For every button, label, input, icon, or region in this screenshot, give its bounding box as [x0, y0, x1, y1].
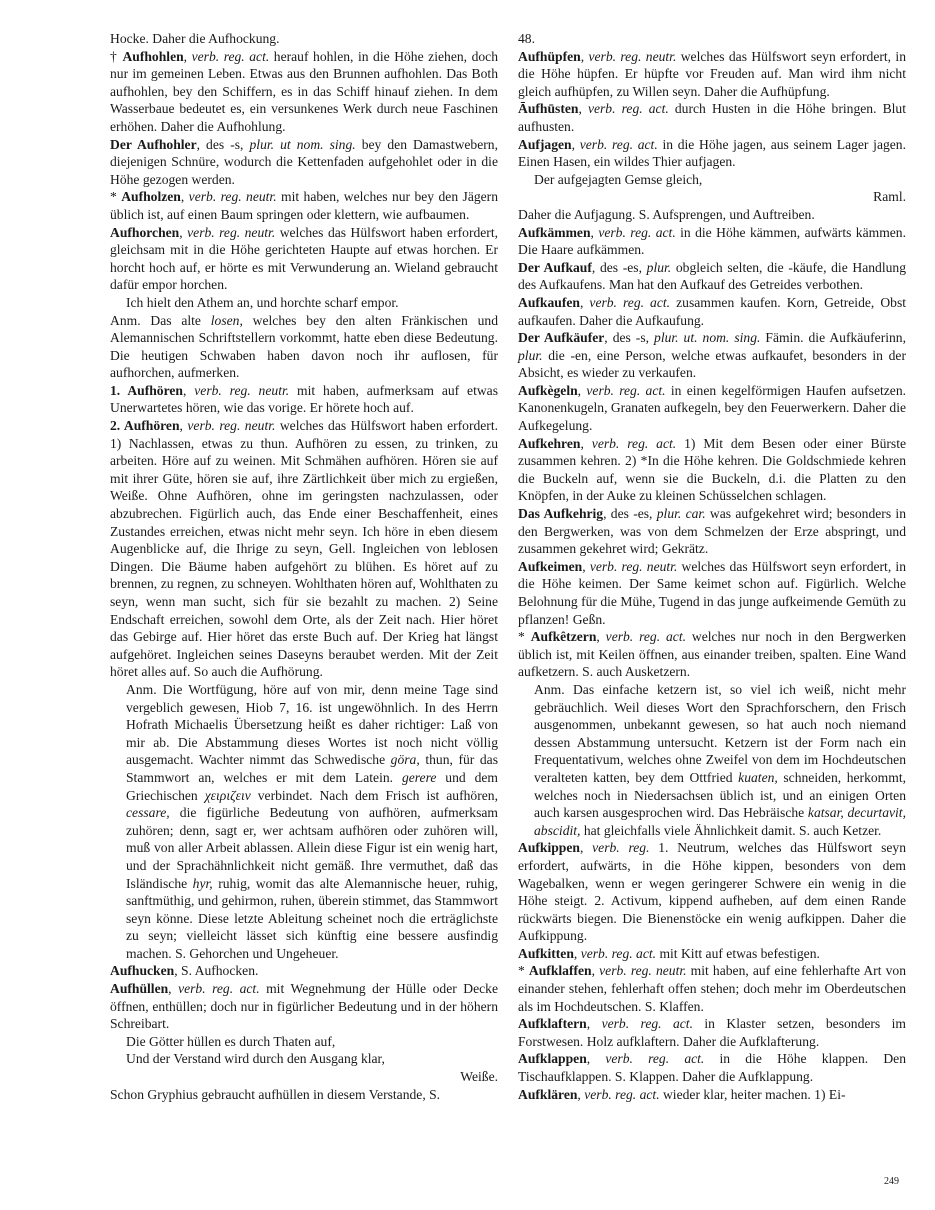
entry-text: 1) Mit dem Besen oder einer Bürste zusammen kehren. 2) *In die Höhe kehren. Die Goldschmiede kehren die Buckeln auf, wenn sie die Buckeln, d.i. die Platten zu den Knöpfen, in der Auke zu kleinen Schüsselchen schlagen. — [518, 435, 906, 504]
entry-text: , des -s, — [196, 136, 250, 152]
headword: Aufkeimen — [518, 558, 583, 574]
entry-text: Anm. Das einfache ketzern ist, so viel ich weiß, nicht mehr gebräuchlich. Weil dieses Wort den Sprachforschern, den Frisch ausgenommen, unbekannt gewesen, so hat auch noch niemand dessen Abstammung untersucht. Ketzern ist der Form nach ein Frequentativum, welches ohne Zweifel von dem im Hochdeutschen veralteten katten, bey dem Ottfried — [534, 681, 906, 785]
dictionary-entry — [110, 30, 498, 48]
headword: Aufkêtzern — [530, 629, 597, 645]
grammar-note: verb. reg. act. — [586, 382, 666, 398]
dictionary-entry — [518, 839, 906, 945]
entry-text: , des -es, — [591, 259, 647, 275]
entry-text: und dem Griechischen — [126, 769, 498, 803]
headword: Der Aufkauf — [518, 259, 592, 275]
dictionary-entry — [110, 962, 498, 980]
grammar-note: verb. reg. act. — [589, 294, 671, 310]
dictionary-entry — [110, 312, 498, 382]
entry-text: Und der Verstand wird durch den Ausgang klar, — [126, 1051, 385, 1067]
entry-text: , — [571, 136, 580, 152]
entry-text: , — [579, 294, 590, 310]
dictionary-entry — [518, 1086, 906, 1104]
entry-text: in Klaster setzen, besonders im Forstwesen. Holz aufklaftern. Daher die Aufklafterung. — [518, 1016, 906, 1049]
dictionary-entry — [110, 980, 498, 1033]
entry-text: , — [591, 963, 600, 979]
dictionary-entry — [110, 294, 498, 312]
entry-text: wieder klar, heiter machen. 1) Ei- — [659, 1086, 846, 1102]
entry-text: mit haben, aufmerksam auf etwas Unerwartetes hören, wie das vorige. Er hörete hoch auf. — [110, 382, 498, 416]
grammar-note: plur. car. — [656, 506, 706, 522]
right-column — [518, 30, 906, 1103]
entry-text: , — [580, 435, 592, 451]
grammar-note: verb. reg. neutr. — [187, 418, 276, 434]
entry-text: , — [183, 48, 192, 64]
dictionary-entry — [110, 681, 498, 963]
entry-text: , — [590, 224, 599, 240]
headword: 1. Aufhören — [110, 382, 183, 398]
entry-text: Die Götter hüllen es durch Thaten auf, — [126, 1033, 336, 1049]
headword: 2. Aufhören — [110, 418, 180, 434]
dictionary-entry — [518, 558, 906, 628]
grammar-note: verb. reg. act. — [605, 629, 686, 645]
entry-text: bey den Damastwebern, diejenigen Schnüre, wodurch die Kettenfaden aufgehohlet oder in die Höhe gezogen werden. — [110, 136, 498, 187]
entry-text: , S. Aufhocken. — [174, 963, 259, 979]
dictionary-entry — [518, 48, 906, 101]
entry-text: 48. — [518, 31, 535, 46]
entry-text: hat gleichfalls viele Ähnlichkeit damit. S. auch Ketzer. — [580, 822, 882, 838]
grammar-note: gerere — [401, 769, 437, 785]
entry-text: welches bey den alten Fränkischen und Alemannischen Schriftstellern vorkommt, hatte eben diese Bedeutung. Die heutigen Schwaben haben davon noch ihr auflosen, für aufhorchen, aufmerken. — [110, 312, 498, 381]
headword: Aufhüpfen — [518, 48, 581, 64]
grammar-note: χειριζειν — [204, 787, 251, 803]
grammar-note: verb. reg. act. — [584, 1086, 660, 1102]
entry-text: , — [179, 418, 188, 434]
headword: Aufklaftern — [518, 1016, 587, 1032]
entry-text: Fämin. die Aufkäuferinn, — [760, 330, 906, 346]
entry-text: , — [586, 1051, 606, 1067]
dictionary-entry — [518, 259, 906, 294]
entry-text: welches das Hülfswort haben erfordert. 1) Nachlassen, etwas zu thun. Aufhören zu essen, zu trinken, zu arbeiten. Höre auf zu weinen. Mit Schmähen aufhören. Hören sie auf mit ihrer Güte, hören sie auf, ihre Zärtlichkeit über mich zu ergießen, Weiße. Ohne Aufhören, ohne im geringsten nachzulassen, oder abzubrechen. Figürlich auch, das Ende einer Beschaffenheit, eines Zustandes erreichen, etwas nicht mehr seyn. Ich höre in eben diesem Augenblicke auf, die Ihrige zu seyn, Gell. Ingleichen von leblosen Dingen. Die Bäume haben aufgehört zu blühen. Es höret auf zu brennen, zu regnen, zu schneyen. Wohlthaten hören auf, Wohlthaten zu seyn, wenn man sucht, sich für sie bezahlt zu machen. 2) Seine Endschaft erreichen, sowohl dem Orte, als der Zeit nach. Hier höret das Gebirge auf. Hier höret das erste Buch auf. Der Krieg hat längst aufgehöret. Ingleichen seines Daseyns beraubet werden. Mit der Zeit höret alles auf. So auch die Aufhörung. — [110, 418, 499, 680]
entry-text: † — [110, 48, 123, 64]
grammar-note: plur. — [518, 347, 543, 363]
entry-text: * — [110, 189, 122, 205]
grammar-note: verb. reg. neutr. — [194, 382, 290, 398]
headword: Aufkaufen — [518, 294, 580, 310]
dictionary-entry — [518, 100, 906, 135]
entry-text: Der aufgejagten Gemse gleich, — [534, 171, 703, 187]
entry-text: , — [580, 48, 589, 64]
grammar-note: verb. reg. act. — [191, 48, 270, 64]
entry-text: Weiße. — [460, 1069, 498, 1085]
dictionary-entry — [518, 30, 906, 48]
entry-text: mit Kitt auf etwas befestigen. — [656, 945, 820, 961]
entry-text: , des -s, — [604, 330, 655, 346]
dictionary-entry — [110, 48, 498, 136]
headword: Āufhūsten — [518, 101, 579, 117]
dictionary-entry — [110, 1033, 498, 1051]
dictionary-entry — [518, 329, 906, 382]
headword: Aufjagen — [518, 136, 572, 152]
grammar-note: plur. ut nom. sing. — [249, 136, 356, 152]
entry-text: in die Höhe jagen, aus seinem Lager jagen. Einen Hasen, ein wildes Thier aufjagen. — [518, 136, 907, 170]
entry-text: , — [180, 189, 189, 205]
headword: Das Aufkehrig — [518, 506, 604, 522]
dictionary-entry — [518, 435, 906, 505]
dictionary-entry — [518, 681, 906, 839]
entry-text: , — [578, 101, 588, 117]
dictionary-entry — [518, 171, 906, 189]
entry-text: mit Wegnehmung der Hülle oder Decke öffnen, enthüllen; doch nur in figürlicher Bedeutung und in der höhern Schreibart. — [110, 981, 498, 1032]
grammar-note: katsar, decurtavit, abscidit, — [534, 805, 906, 838]
headword: Aufkämmen — [518, 224, 591, 240]
grammar-note: verb. reg. act. — [587, 101, 669, 117]
entry-text: Daher die Aufjagung. S. Aufsprengen, und Auftreiben. — [518, 206, 815, 222]
headword: Aufkitten — [518, 945, 574, 961]
dictionary-entry — [518, 294, 906, 329]
headword: Aufklappen — [518, 1051, 587, 1067]
grammar-note: verb. reg. act. — [579, 136, 658, 152]
headword: Der Aufhohler — [110, 136, 197, 152]
headword: Der Aufkäufer — [518, 330, 605, 346]
entry-text: , — [573, 945, 581, 961]
headword: Aufklären — [518, 1086, 578, 1102]
entry-text: durch Husten in die Höhe bringen. Blut aufhusten. — [518, 101, 907, 134]
grammar-note: verb. reg. neutr. — [589, 558, 678, 574]
entry-text: , — [596, 629, 606, 645]
entry-text: welches das Hülfswort seyn erfordert, in die Höhe keimen. Der Same keimet schon auf. Figürlich. Welche Belohnung für die Mühe, Tugend in das junge aufkeimende Gemüth zu pflanzen! Geßn. — [518, 558, 907, 627]
headword: Aufhucken — [110, 963, 175, 979]
entry-text: * — [518, 629, 531, 645]
entry-text: ruhig, womit das alte Alemannische heuer, ruhig, sanftmüthig, und gehirmon, ruhen, überein stimmet, das Stammwort seyn könne. Diese letzte Ableitung scheinet noch die erträglichste zu seyn; vielleicht lässet sich künftig eine bessere ausfindig machen. S. Gehorchen und Ungeheuer. — [126, 875, 498, 961]
entry-text: welches das Hülfswort seyn erfordert, in die Höhe hüpfen. Er hüpfte vor Freuden auf. Man wird ihm nicht gleich aufhüpfen, zu Willen seyn. Daher die Aufhüpfung. — [518, 48, 907, 99]
headword: Aufhohlen — [122, 48, 184, 64]
grammar-note: verb. reg. act. — [178, 981, 260, 997]
dictionary-entry — [518, 628, 906, 681]
grammar-note: verb. reg. neutr. — [599, 963, 687, 979]
dictionary-entry — [518, 945, 906, 963]
entry-text: Anm. Das alte — [110, 312, 211, 328]
entry-text: , des -es, — [603, 506, 657, 522]
headword: Aufhüllen — [110, 981, 169, 997]
grammar-note: verb. reg. act. — [591, 435, 677, 451]
entry-text: , — [586, 1016, 602, 1032]
headword: Aufklaffen — [528, 963, 592, 979]
entry-text: herauf hohlen, in die Höhe ziehen, doch nur im gemeinen Leben. Etwas aus den Brunnen aufhohlen. Das Both aufhohlen, bey den Schiffern, es in das Schiff hinauf ziehen. In dem Wasserbaue bedeutet es, ein versunkenes Werk durch neue Faschinen erhöhen. Daher die Aufhohlung. — [110, 48, 498, 134]
grammar-note: kuaten, — [738, 769, 778, 785]
entry-text: Hocke. Daher die Aufhockung. — [110, 31, 280, 46]
dictionary-entry — [110, 382, 498, 417]
grammar-note: hyr, — [192, 875, 213, 891]
entry-text: Schon Gryphius gebraucht aufhüllen in diesem Verstande, S. — [110, 1086, 441, 1102]
dictionary-entry — [518, 224, 906, 259]
dictionary-entry — [518, 188, 906, 206]
entry-text: mit haben, auf eine fehlerhafte Art von einander stehen, fehlerhaft offen stehen; doch mehr im Oberdeutschen als im Hochdeutschen. S. Klaffen. — [518, 963, 907, 1014]
dictionary-entry — [518, 382, 906, 435]
entry-text: , — [179, 224, 188, 240]
page-number: 249 — [884, 1176, 899, 1187]
grammar-note: verb. reg. act. — [601, 1016, 693, 1032]
headword: Aufhorchen — [110, 224, 180, 240]
dictionary-entry — [518, 1015, 906, 1050]
entry-text: die -en, eine Person, welche etwas aufkaufet, besonders in der Absicht, es wieder zu verkaufen. — [518, 347, 906, 381]
dictionary-entry — [110, 136, 498, 189]
grammar-note: plur. ut. nom. sing. — [654, 330, 761, 346]
entry-text: in die Höhe kämmen, aufwärts kämmen. Die Haare aufkämmen. — [518, 224, 907, 258]
headword: Aufkègeln — [518, 382, 578, 398]
dictionary-entry — [518, 136, 906, 171]
grammar-note: losen, — [210, 312, 243, 328]
entry-text: Raml. — [873, 189, 906, 205]
entry-text: thun, für das Stammwort an, welches er mit dem Latein. — [126, 752, 498, 785]
headword: Aufholzen — [121, 189, 181, 205]
entry-text: in die Höhe klappen. Den Tischaufklappen. S. Klappen. Daher die Aufklappung. — [518, 1051, 906, 1085]
dictionary-entry — [518, 505, 906, 558]
entry-text: die figürliche Bedeutung von aufhören, aufmerksam zuhören; denn, sagt er, wer achtsam aufhören oder zuhören will, muß von aller Arbeit ablassen. Allein diese Figur ist ein wenig hart, und der Sprachähnlichkeit nicht gemäß. Ihre vermuthet, daß das Isländische — [126, 805, 498, 891]
entry-text: , — [168, 981, 179, 997]
entry-text: 1. Neutrum, welches das Hülfswort seyn erfordert, aufwärts, in die Höhe kippen, besonders von dem Wagebalken, wenn er wegen geringerer Schwere ein wenig in die Höhe steigt. 2. Activum, kippend aufheben, auf dem einen Rande rückwärts biegen. Die Bienenstöcke ein wenig aufkippen. Daher die Aufkippung. — [518, 840, 906, 944]
dictionary-entry — [110, 1050, 498, 1068]
entry-text: zusammen kaufen. Korn, Getreide, Obst aufkaufen. Daher die Aufkaufung. — [518, 294, 907, 328]
entry-text: obgleich selten, die -käufe, die Handlung des Aufkaufens. Man hat den Aufkauf des Getreides verbothen. — [518, 259, 907, 293]
dictionary-entry — [110, 1068, 498, 1086]
entry-text: verbindet. Nach dem Frisch ist aufhören, — [250, 787, 498, 803]
entry-text: was aufgekehret wird; besonders in den Bergwerken, was von dem Schmelzen der Erze abspringt, und zusammen gekehret wird; Gekrätz. — [518, 506, 906, 557]
headword: Aufkehren — [518, 435, 581, 451]
grammar-note: verb. reg. act. — [580, 945, 657, 961]
entry-text: , — [582, 558, 590, 574]
grammar-note: verb. reg. — [592, 840, 650, 856]
entry-text: welches nur noch in den Bergwerken üblich ist, mit Keilen öffnen, aus einander treiben, spalten. Eine Wand aufketzern. S. auch Ausketzern. — [518, 629, 906, 680]
grammar-note: cessare, — [126, 805, 170, 821]
entry-text: Ich hielt den Athem an, und horchte scharf empor. — [126, 294, 399, 310]
left-column — [110, 30, 498, 1103]
grammar-note: göra, — [390, 752, 420, 768]
entry-text: , — [579, 840, 593, 856]
headword: Aufkippen — [518, 840, 580, 856]
dictionary-entry — [518, 206, 906, 224]
grammar-note: verb. reg. act. — [598, 224, 676, 240]
grammar-note: plur. — [646, 259, 672, 275]
dictionary-entry — [518, 1050, 906, 1085]
dictionary-entry — [518, 962, 906, 1015]
entry-text: , — [182, 382, 195, 398]
dictionary-entry — [110, 188, 498, 223]
entry-text: , — [577, 382, 587, 398]
grammar-note: verb. reg. neutr. — [588, 48, 677, 64]
entry-text: * — [518, 963, 529, 979]
entry-text: in einen kegelförmigen Haufen aufsetzen. Kanonenkugeln, Granaten aufkegeln, bey den Feuerwerkern. Daher die Aufkegelung. — [518, 382, 907, 434]
entry-text: mit haben, welches nur bey den Jägern üblich ist, auf einen Baum springen oder klettern, wie aufbaumen. — [110, 189, 499, 222]
grammar-note: verb. reg. neutr. — [187, 224, 276, 240]
grammar-note: verb. reg. neutr. — [188, 189, 277, 205]
dictionary-entry — [110, 1086, 498, 1104]
grammar-note: verb. reg. act. — [605, 1051, 705, 1067]
dictionary-entry — [110, 224, 498, 294]
entry-text: , — [577, 1086, 585, 1102]
entry-text: Anm. Die Wortfügung, höre auf von mir, denn meine Tage sind vergeblich gewesen, Hiob 7, 16. ist ungewöhnlich. In des Herrn Hofrath Michaelis Übersetzung heißt es daher richtiger: Laß von mir ab. Die Abstammung dieses Wortes ist noch nicht völlig ausgemacht. Wachter nimmt das Schwedische — [126, 681, 498, 768]
dictionary-entry — [110, 417, 498, 681]
entry-text: schneiden, herkommt, welches noch in Niedersachsen üblich ist, und an einigen Orten auch karsen ausgesprochen wird. Das Hebräische — [534, 769, 906, 821]
entry-text: welches das Hülfswort haben erfordert, gleichsam mit in die Höhe gerichteten Haupte auf etwas horchen. Er horcht hoch auf, er hörte es mit Verwunderung an. Wieland gebraucht dafür empor horchen. — [110, 224, 499, 293]
